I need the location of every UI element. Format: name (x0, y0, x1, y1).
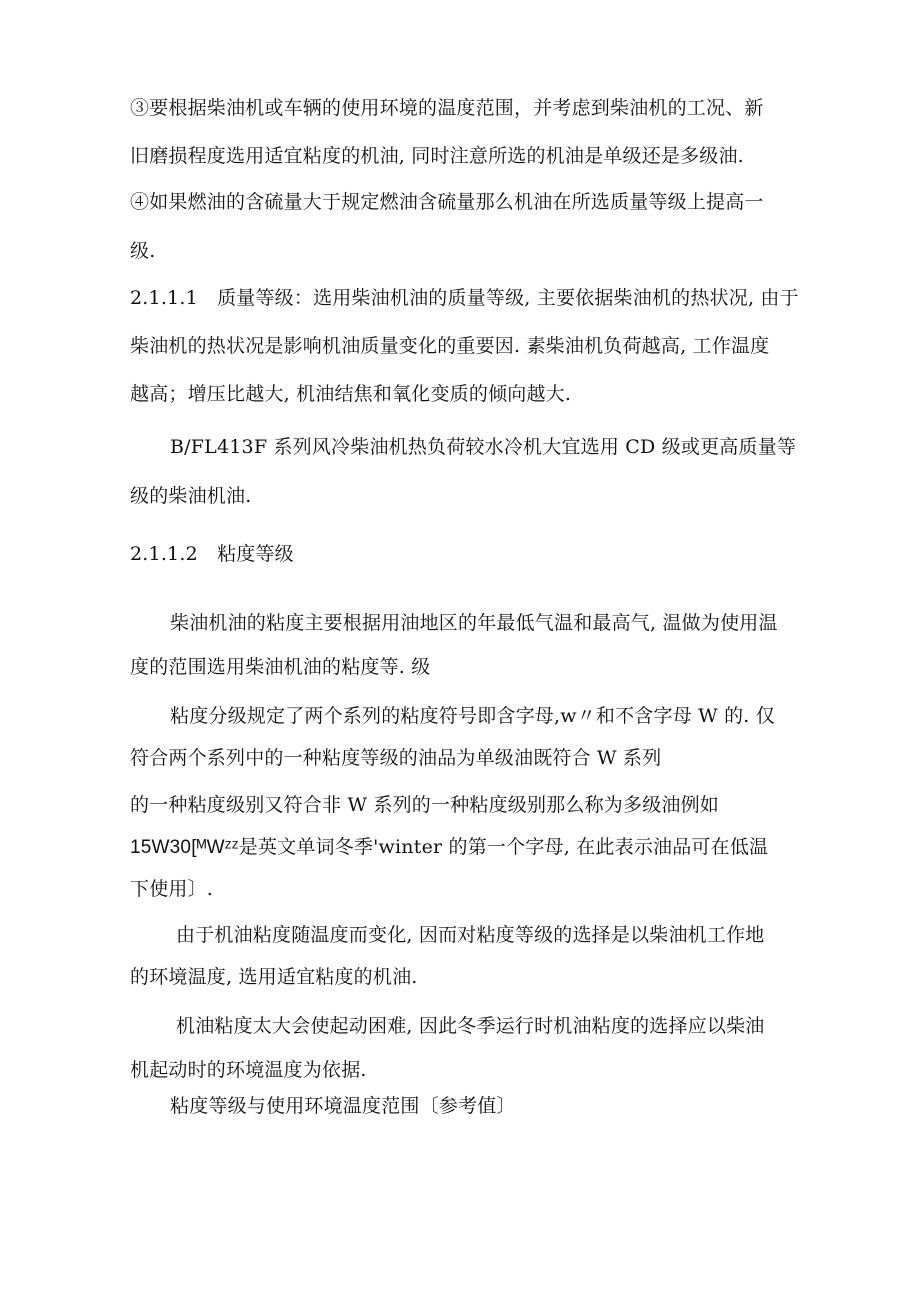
text-line: 符合两个系列中的一种粘度等级的油品为单级油既符合 W 系列 (130, 747, 662, 769)
text-line: 下使用〕. (130, 878, 214, 900)
text-line: 柴油机油的粘度主要根据用油地区的年最低气温和最高气, 温做为使用温 (170, 612, 778, 634)
text-fragment: 是英文单词冬季'winter 的第一个字母, 在此表示油品可在低温 (238, 836, 769, 858)
section-heading-2-1-1-1: 2.1.1.1 质量等级：选用柴油机油的质量等级, 主要依据柴油机的热状况, 由于 (130, 287, 799, 309)
text-line: 柴油机的热状况是影响机油质量变化的重要因. 素柴油机负荷越高, 工作温度 (130, 335, 770, 357)
text-line: 度的范围选用柴油机油的粘度等. 级 (130, 656, 431, 678)
viscosity-example-code: 15W30[ᴹWᶻᶻ (130, 837, 239, 858)
text-line: 由于机油粘度随温度而变化, 因而对粘度等级的选择是以柴油机工作地 (176, 924, 765, 946)
text-line: B/FL413F 系列风冷柴油机热负荷较水冷机大宜选用 CD 级或更高质量等 (170, 436, 797, 458)
text-line-example (130, 835, 768, 860)
text-line: 的一种粘度级别又符合非 W 系列的一种粘度级别那么称为多级油例如 (130, 794, 720, 816)
text-line: 旧磨损程度选用适宜粘度的机油, 同时注意所选的机油是单级还是多级油. (130, 145, 744, 167)
text-line: 的环境温度, 选用适宜粘度的机油. (130, 966, 418, 988)
text-line: ④如果燃油的含硫量大于规定燃油含硫量那么机油在所选质量等级上提高一 (130, 191, 764, 213)
text-line: ③要根据柴油机或车辆的使用环境的温度范围，并考虑到柴油机的工况、新 (130, 97, 764, 119)
text-line: 级的柴油机油. (130, 485, 252, 507)
text-line: 越高；增压比越大, 机油结焦和氧化变质的倾向越大. (130, 383, 572, 405)
text-line: 机起动时的环境温度为依据. (130, 1059, 367, 1081)
section-heading-2-1-1-2: 2.1.1.2 粘度等级 (130, 543, 294, 565)
text-line: 粘度分级规定了两个系列的粘度符号即含字母,w〃和不含字母 W 的. 仅 (170, 705, 775, 727)
table-caption: 粘度等级与使用环境温度范围〔参考值〕 (170, 1095, 516, 1117)
text-line: 级. (130, 240, 156, 262)
text-line: 机油粘度太大会使起动困难, 因此冬季运行时机油粘度的选择应以柴油 (176, 1015, 765, 1037)
